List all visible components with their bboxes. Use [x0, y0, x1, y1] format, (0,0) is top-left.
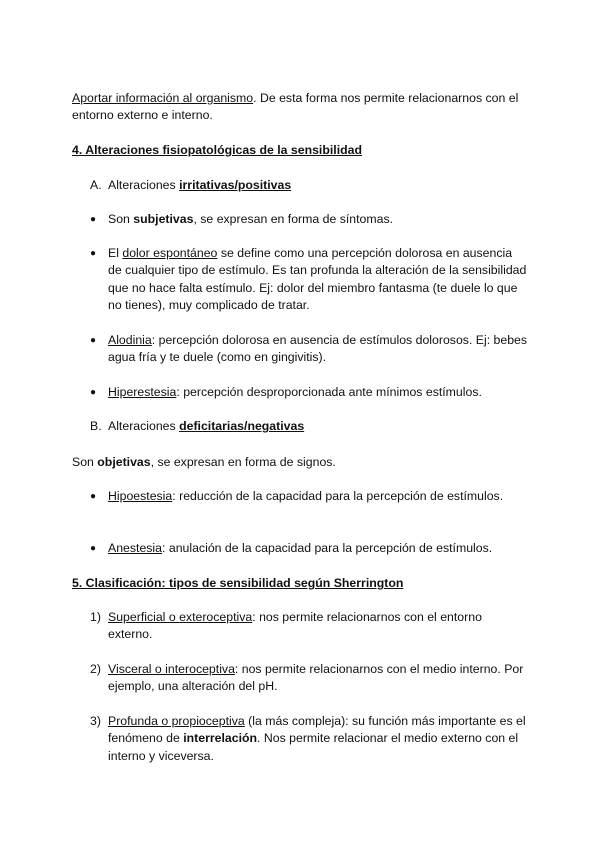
numbered-item-2 [90, 661, 528, 696]
numbered-marker-2: 2) [90, 662, 101, 676]
bullet-icon: ● [90, 214, 97, 225]
list-item-a-prefix: Alteraciones [108, 178, 180, 192]
numbered-item-3-text: . Nos permite relacionar el medio externo con el interno y viceversa. [108, 731, 519, 763]
bullet-dolor-text: se define como una percepción dolorosa en ausencia de cualquier tipo de estímulo. Es tan profunda la alteración de la sensibilidad que no hace falta estímulo. Ej: dolor del miembro fantasma (te duele lo que no tienes), muy complicado de tratar. [108, 246, 527, 313]
list-item-a [90, 177, 528, 194]
numbered-item-3-term: Profunda o propioceptiva [108, 714, 245, 728]
objetivas-prefix: Son [72, 455, 98, 469]
list-marker-b: B. [90, 419, 102, 433]
numbered-item-2-text: : nos permite relacionarnos con el medio interno. Por ejemplo, una alteración del pH. [108, 662, 524, 694]
list-marker-a: A. [90, 178, 102, 192]
bullet-alodinia-text: : percepción dolorosa en ausencia de estímulos dolorosos. Ej: bebes agua fría y te duele (como en gingivitis). [108, 333, 528, 365]
bullet-anestesia-term: Anestesia [108, 541, 163, 555]
numbered-item-2-term: Visceral o interoceptiva [108, 662, 235, 676]
bullet-hipoestesia [90, 488, 528, 505]
bullet-alodinia-term: Alodinia [108, 333, 152, 347]
bullet-icon: ● [90, 335, 97, 346]
bullet-hipoestesia-text: : reducción de la capacidad para la percepción de estímulos. [172, 489, 504, 503]
numbered-marker-3: 3) [90, 714, 101, 728]
bullet-icon: ● [90, 491, 97, 502]
section-5-heading: 5. Clasificación: tipos de sensibilidad según Sherrington [72, 576, 404, 590]
list-item-b [90, 418, 528, 435]
bullet-hiperestesia [90, 384, 528, 401]
bullet-subjetivas [90, 211, 528, 228]
bullet-subjetivas-text: , se expresan en forma de síntomas. [193, 212, 394, 226]
bullet-subjetivas-bold: subjetivas [133, 212, 194, 226]
numbered-marker-1: 1) [90, 610, 101, 624]
intro-text: . De esta forma nos permite relacionarnos con el entorno externo e interno. [72, 91, 519, 123]
intro-paragraph [72, 90, 532, 125]
bullet-anestesia-text: : anulación de la capacidad para la percepción de estímulos. [162, 541, 493, 555]
bullet-dolor-term: dolor espontáneo [122, 246, 218, 260]
bullet-subjetivas-prefix: Son [108, 212, 134, 226]
numbered-item-1-term: Superficial o exteroceptiva [108, 610, 253, 624]
bullet-hipoestesia-term: Hipoestesia [108, 489, 173, 503]
objetivas-text: , se expresan en forma de signos. [150, 455, 336, 469]
bullet-icon: ● [90, 543, 97, 554]
intro-underlined: Aportar información al organismo [72, 91, 254, 105]
bullet-dolor-prefix: El [108, 246, 123, 260]
list-item-b-prefix: Alteraciones [108, 419, 180, 433]
bullet-hiperestesia-term: Hiperestesia [108, 385, 177, 399]
objetivas-bold: objetivas [97, 455, 151, 469]
numbered-item-1 [90, 609, 528, 644]
numbered-item-3-bold: interrelación [183, 731, 258, 746]
bullet-anestesia [90, 540, 528, 557]
section-4-heading: 4. Alteraciones fisiopatológicas de la sensibilidad [72, 143, 362, 157]
bullet-icon: ● [90, 248, 97, 259]
bullet-hiperestesia-text: : percepción desproporcionada ante mínimos estímulos. [176, 385, 482, 399]
numbered-item-3 [90, 713, 528, 765]
list-item-a-bold: irritativas/positivas [179, 178, 292, 192]
numbered-item-3-middle: (la más compleja): su función más importante es el fenómeno de [108, 714, 526, 746]
list-item-b-bold: deficitarias/negativas [179, 419, 305, 433]
numbered-item-1-text: : nos permite relacionarnos con el entorno externo. [108, 610, 482, 642]
bullet-icon: ● [90, 387, 97, 398]
objetivas-paragraph [72, 454, 532, 471]
bullet-dolor-espontaneo [90, 245, 528, 315]
bullet-alodinia [90, 332, 528, 367]
